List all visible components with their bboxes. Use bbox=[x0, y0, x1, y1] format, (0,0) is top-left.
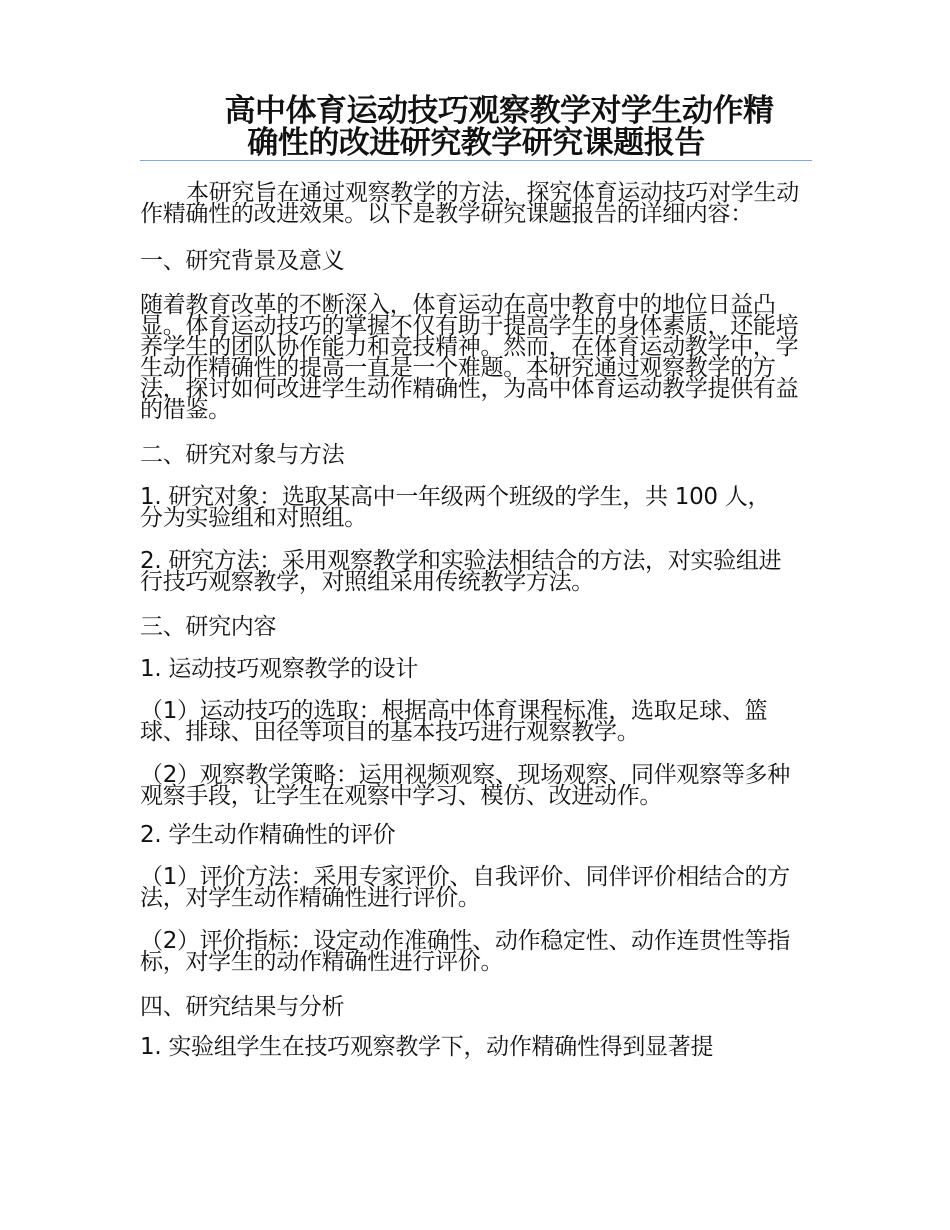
subjects-item: 1. 研究对象：选取某高中一年级两个班级的学生，共 100 人，分为实验组和对照组。 bbox=[140, 484, 771, 531]
subheading-observation-design: 1. 运动技巧观察教学的设计 bbox=[140, 656, 419, 682]
title-line-2: 确性的改进研究教学研究课题报告 bbox=[247, 125, 705, 161]
evaluation-method-item: （1）评价方法：采用专家评价、自我评价、同伴评价相结合的方法，对学生动作精确性进行评价。 bbox=[140, 864, 790, 911]
section-heading-background: 一、研究背景及意义 bbox=[140, 248, 345, 274]
title-line-1: 高中体育运动技巧观察教学对学生动作精 bbox=[224, 93, 774, 129]
section-heading-results: 四、研究结果与分析 bbox=[140, 994, 345, 1020]
section-heading-content: 三、研究内容 bbox=[140, 614, 277, 640]
results-item-1: 1. 实验组学生在技巧观察教学下，动作精确性得到显著提 bbox=[140, 1034, 714, 1060]
observation-strategy-item: （2）观察教学策略：运用视频观察、现场观察、同伴观察等多种观察手段，让学生在观察中学习、模仿、改进动作。 bbox=[140, 762, 790, 809]
evaluation-index-item: （2）评价指标：设定动作准确性、动作稳定性、动作连贯性等指标，对学生的动作精确性进行评价。 bbox=[140, 928, 790, 975]
intro-paragraph: 本研究旨在通过观察教学的方法，探究体育运动技巧对学生动作精确性的改进效果。以下是教学研究课题报告的详细内容： bbox=[140, 180, 799, 227]
methods-item: 2. 研究方法：采用观察教学和实验法相结合的方法，对实验组进行技巧观察教学，对照组采用传统教学方法。 bbox=[140, 548, 782, 595]
document-title bbox=[140, 93, 812, 161]
subheading-accuracy-evaluation: 2. 学生动作精确性的评价 bbox=[140, 822, 396, 848]
section-heading-subjects-methods: 二、研究对象与方法 bbox=[140, 442, 345, 468]
skill-selection-item: （1）运动技巧的选取：根据高中体育课程标准，选取足球、篮球、排球、田径等项目的基本技巧进行观察教学。 bbox=[140, 698, 768, 745]
document-page bbox=[140, 93, 812, 1060]
background-paragraph: 随着教育改革的不断深入，体育运动在高中教育中的地位日益凸显。体育运动技巧的掌握不仅有助于提高学生的身体素质，还能培养学生的团队协作能力和竞技精神。然而，在体育运动教学中，学生动作精确性的提高一直是一个难题。本研究通过观察教学的方法，探讨如何改进学生动作精确性，为高中体育运动教学提供有益的借鉴。 bbox=[140, 292, 799, 423]
